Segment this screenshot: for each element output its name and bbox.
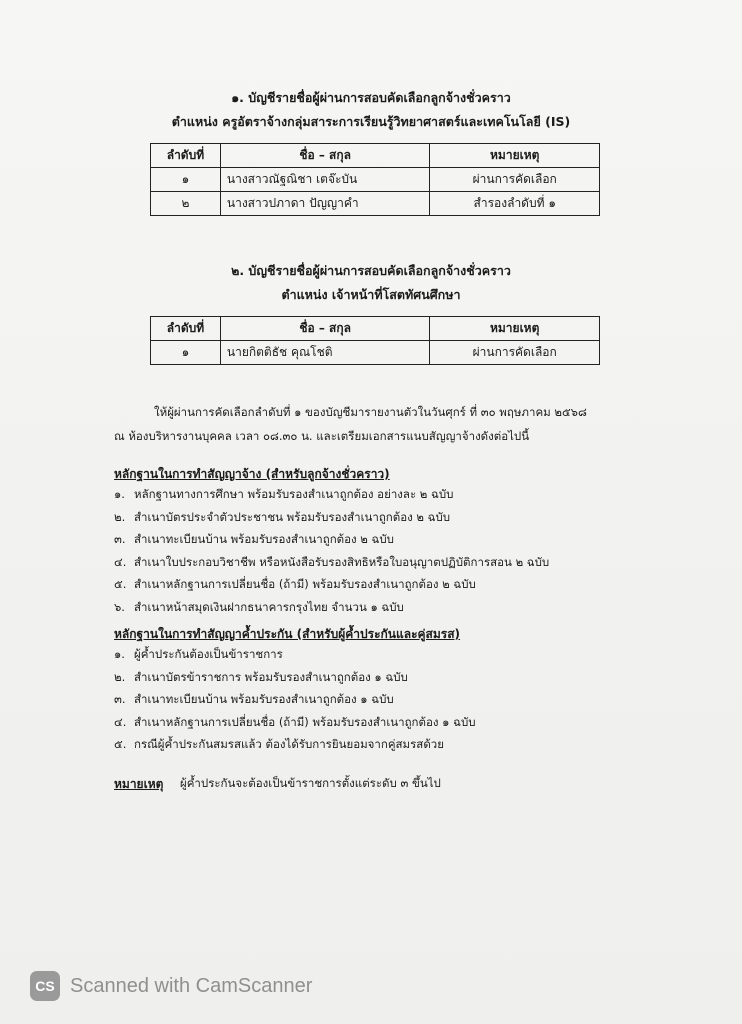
- list-item: ๓. สำเนาทะเบียนบ้าน พร้อมรับรองสำเนาถูกต้อง ๒ ฉบับ: [114, 532, 394, 546]
- note-label: หมายเหตุ: [114, 777, 164, 791]
- cell-order: ๑: [151, 168, 221, 192]
- guarantor-docs-list: [114, 643, 476, 756]
- note-text: ผู้ค้ำประกันจะต้องเป็นข้าราชการตั้งแต่ระดับ ๓ ขึ้นไป: [180, 776, 441, 790]
- cell-note: สำรองลำดับที่ ๑: [430, 192, 600, 216]
- list-item: ๒. สำเนาบัตรประจำตัวประชาชน พร้อมรับรองสำเนาถูกต้อง ๒ ฉบับ: [114, 509, 451, 524]
- cell-name: นายกิตติธัช คุณโชติ: [220, 341, 430, 365]
- header-order: ลำดับที่: [151, 144, 221, 168]
- list-item: ๕. กรณีผู้ค้ำประกันสมรสแล้ว ต้องได้รับการยินยอมจากคู่สมรสด้วย: [114, 737, 444, 751]
- table-row: [151, 341, 600, 365]
- table-header-row: [151, 317, 600, 341]
- list-item: ๑. ผู้ค้ำประกันต้องเป็นข้าราชการ: [114, 647, 283, 661]
- section1-title: ๑. บัญชีรายชื่อผู้ผ่านการสอบคัดเลือกลูกจ้างชั่วคราว: [231, 90, 511, 105]
- list-item: ๖. สำเนาหน้าสมุดเงินฝากธนาคารกรุงไทย จำนวน ๑ ฉบับ: [114, 599, 404, 614]
- list-item: ๑. หลักฐานทางการศึกษา พร้อมรับรองสำเนาถูกต้อง อย่างละ ๒ ฉบับ: [114, 487, 454, 501]
- cell-note: ผ่านการคัดเลือก: [430, 341, 600, 365]
- table-row: [151, 168, 600, 192]
- guarantor-docs-title: หลักฐานในการทำสัญญาค้ำประกัน (สำหรับผู้ค้ำประกันและคู่สมรส): [114, 627, 461, 641]
- section2-title: ๒. บัญชีรายชื่อผู้ผ่านการสอบคัดเลือกลูกจ้างชั่วคราว: [231, 263, 511, 278]
- section2-position: ตำแหน่ง เจ้าหน้าที่โสตทัศนศึกษา: [281, 287, 461, 302]
- instruction-line-2: ณ ห้องบริหารงานบุคคล เวลา ๐๘.๓๐ น. และเตรียมเอกสารแนบสัญญาจ้างดังต่อไปนี้: [114, 429, 530, 443]
- list-item: ๕. สำเนาหลักฐานการเปลี่ยนชื่อ (ถ้ามี) พร้อมรับรองสำเนาถูกต้อง ๒ ฉบับ: [114, 577, 476, 591]
- cell-note: ผ่านการคัดเลือก: [430, 168, 600, 192]
- header-name: ชื่อ – สกุล: [220, 144, 430, 168]
- camscanner-watermark: [30, 970, 312, 1002]
- cell-order: ๒: [151, 192, 221, 216]
- contract-docs-title: หลักฐานในการทำสัญญาจ้าง (สำหรับลูกจ้างชั่วคราว): [114, 467, 390, 481]
- table-row: [151, 192, 600, 216]
- header-name: ชื่อ – สกุล: [220, 317, 430, 341]
- list-item: ๔. สำเนาใบประกอบวิชาชีพ หรือหนังสือรับรองสิทธิหรือใบอนุญาตปฏิบัติการสอน ๒ ฉบับ: [114, 554, 550, 569]
- cell-name: นางสาวณัฐณิชา เตจ๊ะบัน: [220, 168, 430, 192]
- header-note: หมายเหตุ: [430, 144, 600, 168]
- instruction-line-1: ให้ผู้ผ่านการคัดเลือกลำดับที่ ๑ ของบัญชีมารายงานตัวในวันศุกร์ ที่ ๓๐ พฤษภาคม ๒๕๖๘: [154, 405, 587, 419]
- header-order: ลำดับที่: [151, 317, 221, 341]
- section2-table: [150, 316, 600, 365]
- cell-order: ๑: [151, 341, 221, 365]
- section1-table: [150, 143, 600, 216]
- list-item: ๓. สำเนาทะเบียนบ้าน พร้อมรับรองสำเนาถูกต้อง ๑ ฉบับ: [114, 692, 394, 706]
- section1-position: ตำแหน่ง ครูอัตราจ้างกลุ่มสาระการเรียนรู้วิทยาศาสตร์และเทคโนโลยี (IS): [171, 114, 571, 129]
- table-header-row: [151, 144, 600, 168]
- list-item: ๔. สำเนาหลักฐานการเปลี่ยนชื่อ (ถ้ามี) พร้อมรับรองสำเนาถูกต้อง ๑ ฉบับ: [114, 714, 476, 729]
- header-note: หมายเหตุ: [430, 317, 600, 341]
- list-item: ๒. สำเนาบัตรข้าราชการ พร้อมรับรองสำเนาถูกต้อง ๑ ฉบับ: [114, 669, 408, 684]
- camscanner-logo-icon: CS: [30, 971, 60, 1001]
- cell-name: นางสาวปภาดา ปัญญาคำ: [220, 192, 430, 216]
- watermark-text: Scanned with CamScanner: [70, 974, 313, 997]
- contract-docs-list: [114, 483, 549, 618]
